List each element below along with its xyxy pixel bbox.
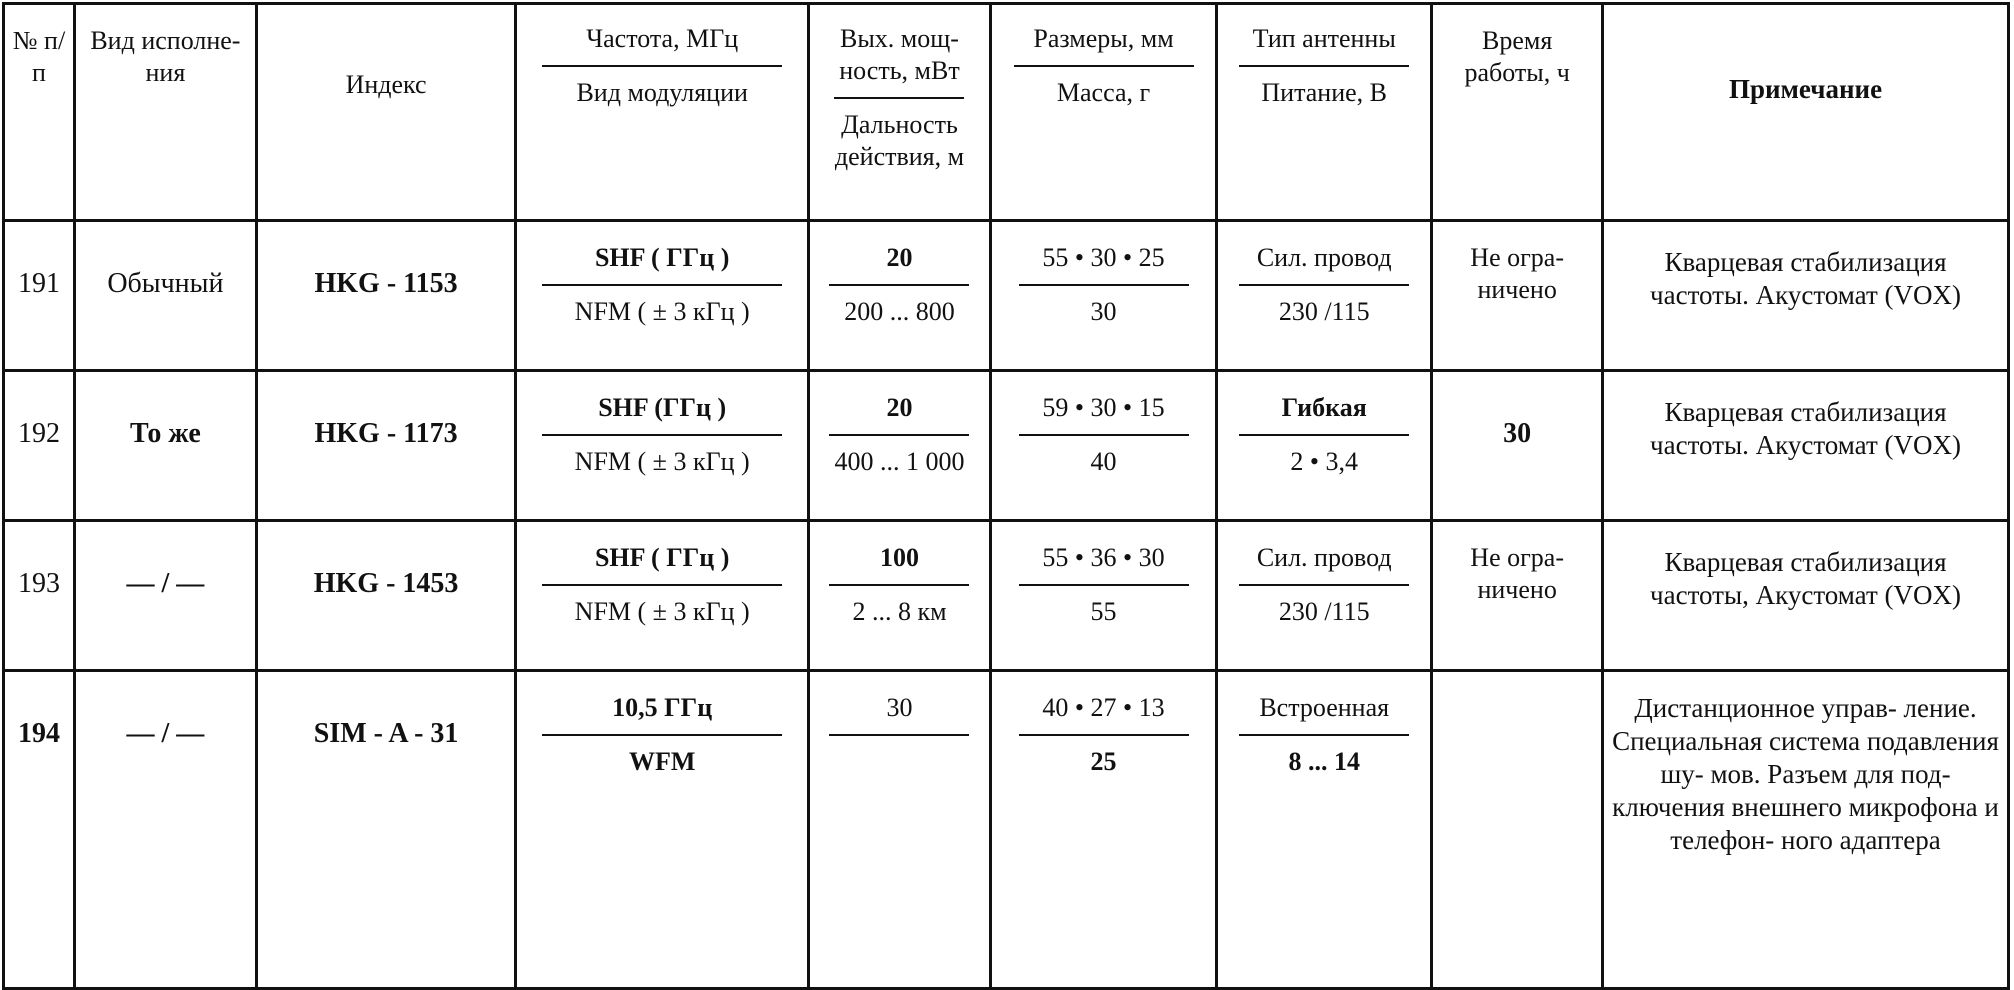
row-time	[1433, 672, 1601, 692]
row-freq-rule	[542, 284, 782, 286]
row-kind: То же	[130, 418, 201, 449]
row-index: HKG - 1453	[313, 568, 459, 599]
row-num: 194	[17, 718, 60, 749]
row-antenna-top: Встроенная	[1259, 693, 1390, 722]
header-power-rule	[834, 97, 964, 99]
table-row	[4, 671, 2009, 989]
row-power-frac	[810, 222, 989, 328]
row-num: 192	[17, 418, 60, 449]
row-power-bottom: 400 ... 1 000	[834, 447, 965, 476]
cell-time	[1432, 221, 1603, 371]
cell-power	[809, 221, 991, 371]
header-antenna-frac	[1231, 5, 1417, 109]
row-size-rule	[1019, 434, 1189, 436]
row-size-frac	[992, 222, 1215, 328]
cell-time	[1432, 521, 1603, 671]
cell-num	[4, 371, 75, 521]
header-num	[4, 4, 75, 221]
row-antenna-frac	[1218, 372, 1430, 478]
row-note: Дистанционное управ- ление. Специальная система подавления шу- мов. Разъем для под- ключения внешнего микрофона и телефон- ного адаптера	[1612, 693, 1999, 855]
cell-size	[990, 371, 1216, 521]
header-power-bottom: Дальность действия, м	[834, 110, 965, 171]
row-antenna-bottom: 230 /115	[1278, 297, 1370, 326]
row-size-top: 55 • 30 • 25	[1042, 243, 1165, 272]
row-power-top: 100	[879, 543, 919, 572]
cell-index	[256, 221, 515, 371]
row-freq-frac	[517, 522, 807, 628]
row-freq-top: SHF ( ГГц )	[594, 243, 730, 272]
cell-kind	[74, 671, 256, 989]
row-freq-top: SHF (ГГц )	[598, 393, 727, 422]
row-power-top: 20	[886, 393, 913, 422]
row-size-frac	[992, 522, 1215, 628]
cell-antenna	[1217, 371, 1432, 521]
cell-kind	[74, 221, 256, 371]
header-power	[809, 4, 991, 221]
cell-size	[990, 221, 1216, 371]
row-freq-top: SHF ( ГГц )	[594, 543, 730, 572]
row-size-bottom: 30	[1090, 297, 1117, 326]
row-power-bottom: 200 ... 800	[844, 297, 955, 326]
header-kind-text: Вид исполне- ния	[90, 26, 241, 87]
cell-size	[990, 671, 1216, 989]
row-freq-bottom: NFM ( ± 3 кГц )	[574, 297, 750, 326]
row-num: 191	[17, 268, 60, 299]
table-row	[4, 221, 2009, 371]
cell-antenna	[1217, 521, 1432, 671]
cell-power	[809, 521, 991, 671]
cell-power	[809, 371, 991, 521]
row-antenna-bottom: 8 ... 14	[1288, 747, 1360, 776]
row-antenna-bottom: 230 /115	[1278, 597, 1370, 626]
header-size-top: Размеры, мм	[1033, 24, 1174, 53]
header-index-text: Индекс	[345, 70, 427, 99]
header-index	[256, 4, 515, 221]
row-antenna-frac	[1218, 672, 1430, 778]
cell-index	[256, 521, 515, 671]
row-freq-rule	[542, 584, 782, 586]
row-power-rule	[829, 734, 969, 736]
cell-note	[1603, 521, 2009, 671]
row-power-rule	[829, 434, 969, 436]
row-index: HKG - 1153	[314, 268, 458, 299]
cell-power	[809, 671, 991, 989]
row-antenna-frac	[1218, 222, 1430, 328]
row-freq-bottom: NFM ( ± 3 кГц )	[574, 447, 750, 476]
row-antenna-frac	[1218, 522, 1430, 628]
header-size-frac	[1009, 5, 1199, 109]
header-row	[4, 4, 2009, 221]
header-size	[990, 4, 1216, 221]
row-antenna-top: Сил. провод	[1256, 543, 1392, 572]
row-size-top: 59 • 30 • 15	[1042, 393, 1165, 422]
row-note: Кварцевая стабилизация частоты. Акустомат (VOX)	[1650, 397, 1961, 460]
row-note: Кварцевая стабилизация частоты. Акустомат (VOX)	[1650, 247, 1961, 310]
row-size-rule	[1019, 584, 1189, 586]
cell-num	[4, 521, 75, 671]
row-power-frac	[810, 672, 989, 746]
row-kind: — / —	[126, 568, 205, 599]
header-antenna-rule	[1239, 65, 1409, 67]
header-freq-top: Частота, МГц	[586, 24, 739, 53]
row-antenna-rule	[1239, 734, 1409, 736]
header-freq-bottom: Вид модуляции	[576, 78, 748, 107]
row-antenna-top: Сил. провод	[1256, 243, 1392, 272]
cell-index	[256, 671, 515, 989]
header-antenna	[1217, 4, 1432, 221]
header-freq-frac	[542, 5, 782, 109]
row-freq-rule	[542, 434, 782, 436]
row-time: 30	[1503, 418, 1532, 449]
cell-kind	[74, 521, 256, 671]
row-size-rule	[1019, 734, 1189, 736]
row-power-frac	[810, 372, 989, 478]
table-row	[4, 521, 2009, 671]
row-power-top: 30	[886, 693, 913, 722]
header-antenna-top: Тип антенны	[1252, 24, 1396, 53]
row-freq-bottom: NFM ( ± 3 кГц )	[574, 597, 750, 626]
row-power-bottom: 2 ... 8 км	[852, 597, 947, 626]
row-power-rule	[829, 284, 969, 286]
cell-kind	[74, 371, 256, 521]
cell-time	[1432, 371, 1603, 521]
row-num: 193	[17, 568, 60, 599]
cell-time	[1432, 671, 1603, 989]
cell-num	[4, 221, 75, 371]
cell-num	[4, 671, 75, 989]
cell-freq	[516, 221, 809, 371]
row-antenna-top: Гибкая	[1281, 393, 1367, 422]
cell-note	[1603, 221, 2009, 371]
row-size-rule	[1019, 284, 1189, 286]
row-size-frac	[992, 672, 1215, 778]
row-size-top: 55 • 36 • 30	[1042, 543, 1165, 572]
row-antenna-rule	[1239, 284, 1409, 286]
cell-freq	[516, 671, 809, 989]
header-power-frac	[824, 5, 974, 173]
row-antenna-rule	[1239, 584, 1409, 586]
header-num-text: № п/п	[12, 26, 66, 87]
header-size-rule	[1014, 65, 1194, 67]
header-freq-rule	[542, 65, 782, 67]
header-size-bottom: Масса, г	[1056, 78, 1151, 107]
row-time: Не огра- ничено	[1470, 543, 1564, 604]
cell-index	[256, 371, 515, 521]
cell-note	[1603, 371, 2009, 521]
row-size-frac	[992, 372, 1215, 478]
row-antenna-rule	[1239, 434, 1409, 436]
header-power-top: Вых. мощ- ность, мВт	[839, 24, 960, 85]
cell-antenna	[1217, 671, 1432, 989]
row-antenna-bottom: 2 • 3,4	[1290, 447, 1358, 476]
row-size-bottom: 55	[1090, 597, 1117, 626]
header-antenna-bottom: Питание, В	[1261, 78, 1388, 107]
row-time: Не огра- ничено	[1470, 243, 1564, 304]
row-freq-bottom: WFM	[628, 747, 696, 776]
row-power-top: 20	[886, 243, 913, 272]
row-power-rule	[829, 584, 969, 586]
header-kind	[74, 4, 256, 221]
row-power-bottom	[810, 744, 989, 746]
row-note: Кварцевая стабилизация частоты, Акустомат (VOX)	[1650, 547, 1961, 610]
spec-table	[2, 2, 2010, 990]
row-size-top: 40 • 27 • 13	[1042, 693, 1165, 722]
row-kind: Обычный	[107, 268, 224, 299]
row-freq-frac	[517, 222, 807, 328]
header-time	[1432, 4, 1603, 221]
row-power-frac	[810, 522, 989, 628]
table-row	[4, 371, 2009, 521]
header-time-text: Время работы, ч	[1464, 26, 1570, 87]
row-kind: — / —	[126, 718, 205, 749]
header-note	[1603, 4, 2009, 221]
row-size-bottom: 40	[1090, 447, 1117, 476]
cell-freq	[516, 521, 809, 671]
cell-freq	[516, 371, 809, 521]
header-note-text: Примечание	[1728, 74, 1883, 104]
row-freq-top: 10,5 ГГц	[612, 693, 713, 722]
row-index: HKG - 1173	[314, 418, 458, 449]
cell-note	[1603, 671, 2009, 989]
row-freq-frac	[517, 672, 807, 778]
cell-size	[990, 521, 1216, 671]
row-freq-rule	[542, 734, 782, 736]
cell-antenna	[1217, 221, 1432, 371]
row-freq-frac	[517, 372, 807, 478]
row-index: SIM - A - 31	[313, 718, 459, 749]
header-freq	[516, 4, 809, 221]
row-size-bottom: 25	[1090, 747, 1117, 776]
